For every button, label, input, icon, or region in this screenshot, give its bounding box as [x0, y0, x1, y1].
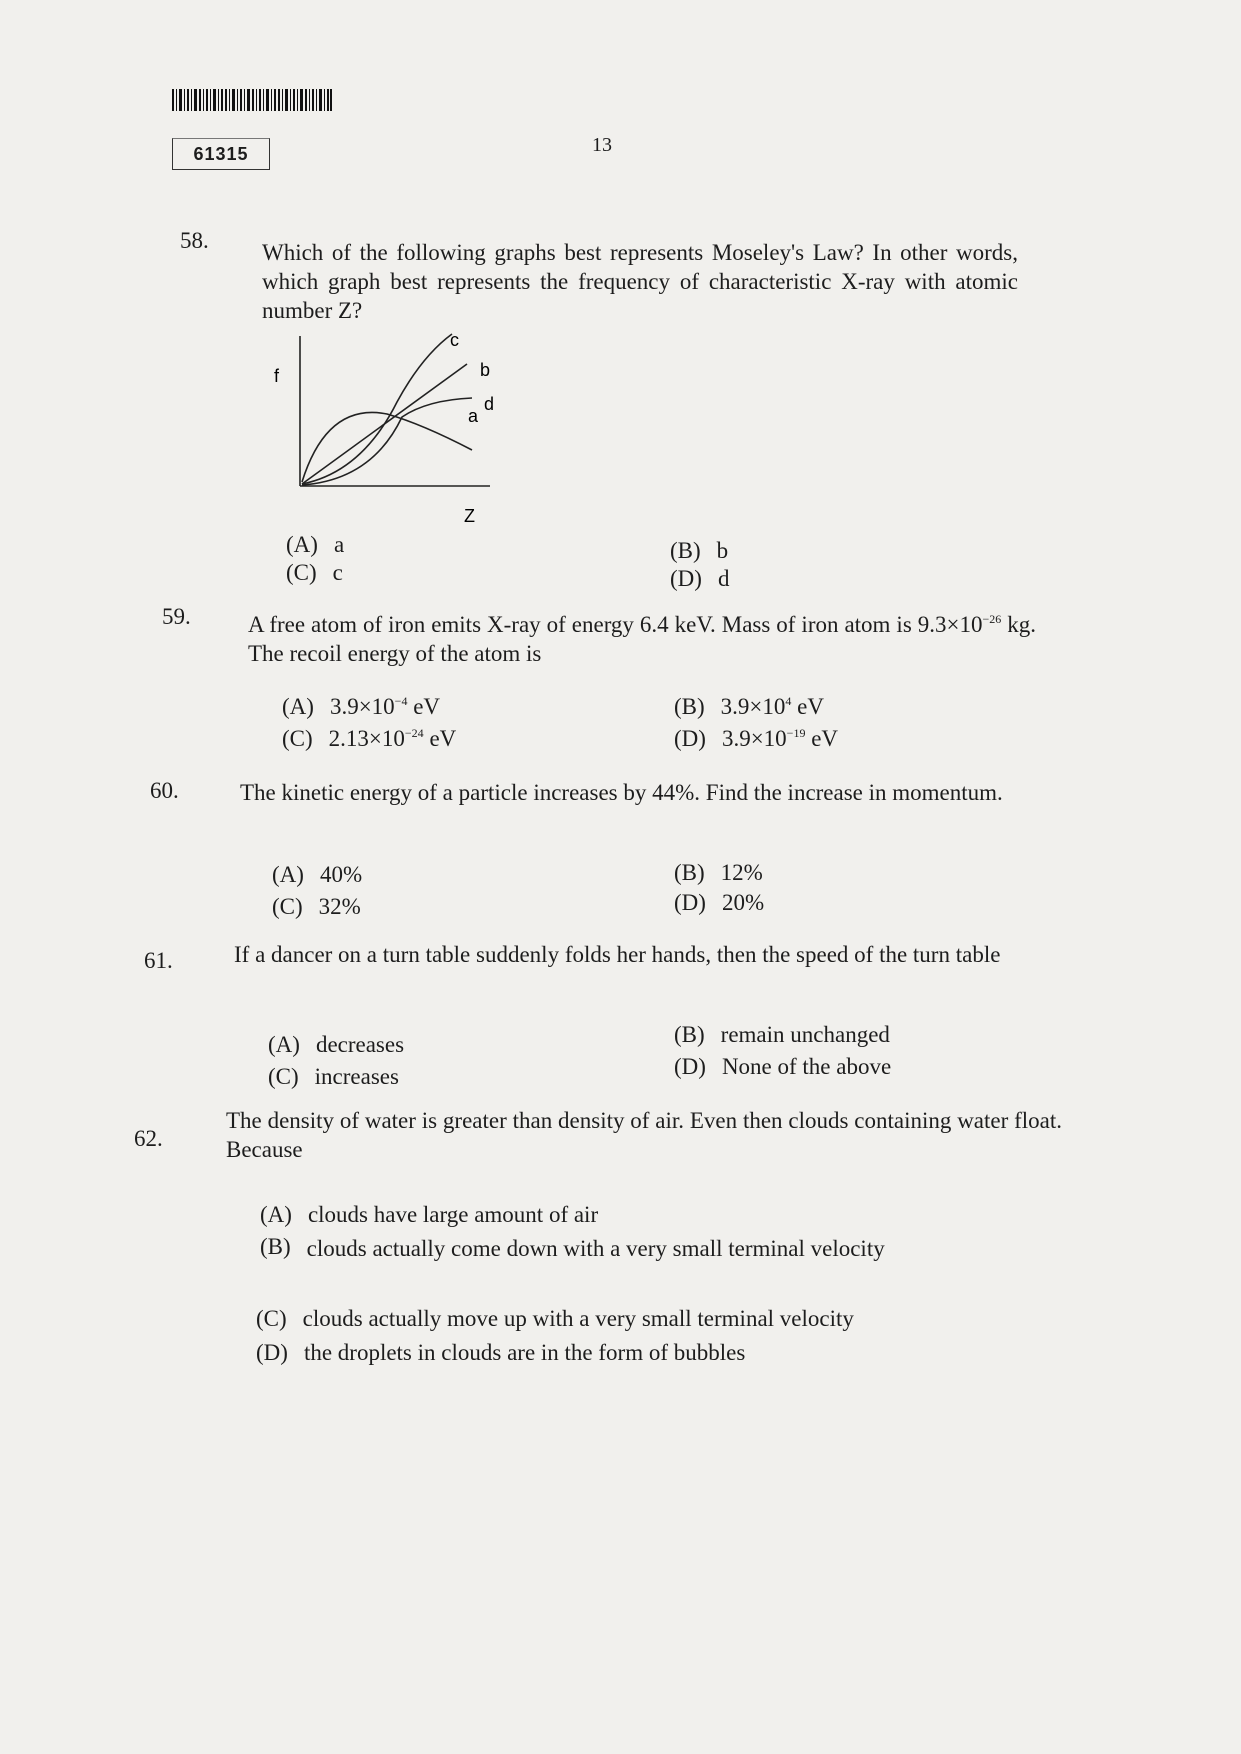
question-59-text-before: A free atom of iron emits X-ray of energy 6.4 keV. Mass of iron atom is 9.3×10 — [248, 612, 983, 637]
graph-curve-label-a: a — [468, 406, 479, 426]
option-text: clouds have large amount of air — [307, 1202, 599, 1227]
option-text — [330, 694, 440, 720]
option-exponent: −19 — [786, 726, 806, 740]
option-exponent: −4 — [394, 694, 408, 708]
question-58-option-d — [670, 566, 729, 592]
question-62-number: 62. — [134, 1126, 163, 1151]
option-label: (B) — [674, 860, 705, 885]
question-62-option-d — [256, 1340, 745, 1366]
option-text — [721, 694, 824, 720]
option-text: None of the above — [721, 1054, 892, 1079]
option-text: 20% — [721, 890, 765, 915]
option-base: 3.9×10 — [721, 726, 787, 751]
graph-y-label: f — [274, 366, 280, 386]
option-label: (B) — [670, 538, 701, 563]
option-label: (B) — [674, 1022, 705, 1047]
option-label: (A) — [272, 862, 304, 887]
question-58-number: 58. — [180, 228, 209, 253]
option-text: d — [717, 566, 730, 591]
option-unit: eV — [791, 694, 824, 719]
barcode — [172, 89, 332, 111]
graph-curve-label-c: c — [450, 332, 459, 350]
question-59-option-b — [674, 694, 824, 720]
option-label: (D) — [674, 890, 706, 915]
option-text: b — [716, 538, 729, 563]
moseley-graph — [262, 332, 502, 532]
graph-x-label: Z — [464, 506, 475, 526]
question-61-number: 61. — [144, 948, 173, 973]
option-label: (A) — [282, 694, 314, 719]
option-unit: eV — [423, 726, 457, 751]
option-label: (C) — [282, 726, 313, 751]
option-text: 12% — [720, 860, 763, 885]
question-62-option-a — [260, 1202, 598, 1228]
option-text: c — [332, 560, 343, 585]
question-61-option-d — [674, 1054, 891, 1080]
option-label: (A) — [260, 1202, 292, 1227]
option-text: remain unchanged — [720, 1022, 890, 1047]
question-60-option-b — [674, 860, 763, 886]
option-label: (B) — [674, 694, 705, 719]
option-label: (B) — [260, 1234, 291, 1259]
question-59-text-after: kg. The recoil energy of the atom is — [248, 612, 1036, 666]
question-61-option-c — [268, 1064, 399, 1090]
question-58-text: Which of the following graphs best represents Moseley's Law? In other words, which graph best represents the frequency of characteristic X-ray with atomic number Z? — [262, 240, 1018, 323]
question-60-text: The kinetic energy of a particle increases by 44%. Find the increase in momentum. — [240, 780, 1003, 805]
option-text: clouds actually move up with a very small terminal velocity — [302, 1306, 854, 1331]
option-base: 3.9×10 — [329, 694, 395, 719]
option-exponent: −24 — [404, 726, 424, 740]
option-text — [329, 726, 457, 752]
option-text: 32% — [318, 894, 361, 919]
option-text: decreases — [315, 1032, 405, 1057]
option-text: the droplets in clouds are in the form of bubbles — [303, 1340, 746, 1365]
curve-d — [302, 398, 472, 485]
paper-code: 61315 — [172, 138, 270, 170]
question-60-option-c — [272, 894, 361, 920]
question-59-option-d — [674, 726, 838, 752]
option-exponent: 4 — [785, 694, 792, 708]
question-60-option-a — [272, 862, 362, 888]
question-59-option-c — [282, 726, 456, 752]
option-text: a — [333, 532, 345, 557]
option-unit: eV — [407, 694, 441, 719]
question-59-text — [248, 610, 1036, 668]
option-label: (A) — [286, 532, 318, 557]
option-text: clouds actually come down with a very small terminal velocity — [306, 1236, 885, 1261]
question-59-number: 59. — [162, 604, 191, 629]
question-58-option-b — [670, 538, 728, 564]
option-label: (C) — [268, 1064, 299, 1089]
question-61-text: If a dancer on a turn table suddenly folds her hands, then the speed of the turn table — [234, 942, 1001, 967]
question-62-text: The density of water is greater than density of air. Even then clouds containing water float. Because — [226, 1108, 1062, 1162]
option-label: (C) — [272, 894, 303, 919]
question-60-number: 60. — [150, 778, 179, 803]
option-text — [722, 726, 838, 752]
question-58-option-a — [286, 532, 344, 558]
question-61-option-a — [268, 1032, 404, 1058]
question-62-option-c — [256, 1306, 854, 1332]
option-label: (A) — [268, 1032, 300, 1057]
option-label: (D) — [256, 1340, 288, 1365]
option-label: (C) — [286, 560, 317, 585]
curve-c — [302, 334, 452, 484]
question-61-option-b — [674, 1022, 890, 1048]
option-text: 40% — [319, 862, 363, 887]
question-59-option-a — [282, 694, 440, 720]
page-number: 13 — [592, 134, 612, 156]
option-label: (C) — [256, 1306, 287, 1331]
option-label: (D) — [670, 566, 702, 591]
option-unit: eV — [805, 726, 839, 751]
option-base: 3.9×10 — [720, 694, 786, 719]
question-58-option-c — [286, 560, 343, 586]
option-base: 2.13×10 — [328, 726, 405, 751]
graph-curve-label-d: d — [484, 394, 495, 414]
option-text: increases — [314, 1064, 399, 1089]
question-60-option-d — [674, 890, 764, 916]
option-label: (D) — [674, 726, 706, 751]
question-62-option-b — [260, 1234, 1045, 1264]
graph-curve-label-b: b — [480, 360, 491, 380]
option-label: (D) — [674, 1054, 706, 1079]
question-59-exponent: −26 — [982, 612, 1002, 626]
